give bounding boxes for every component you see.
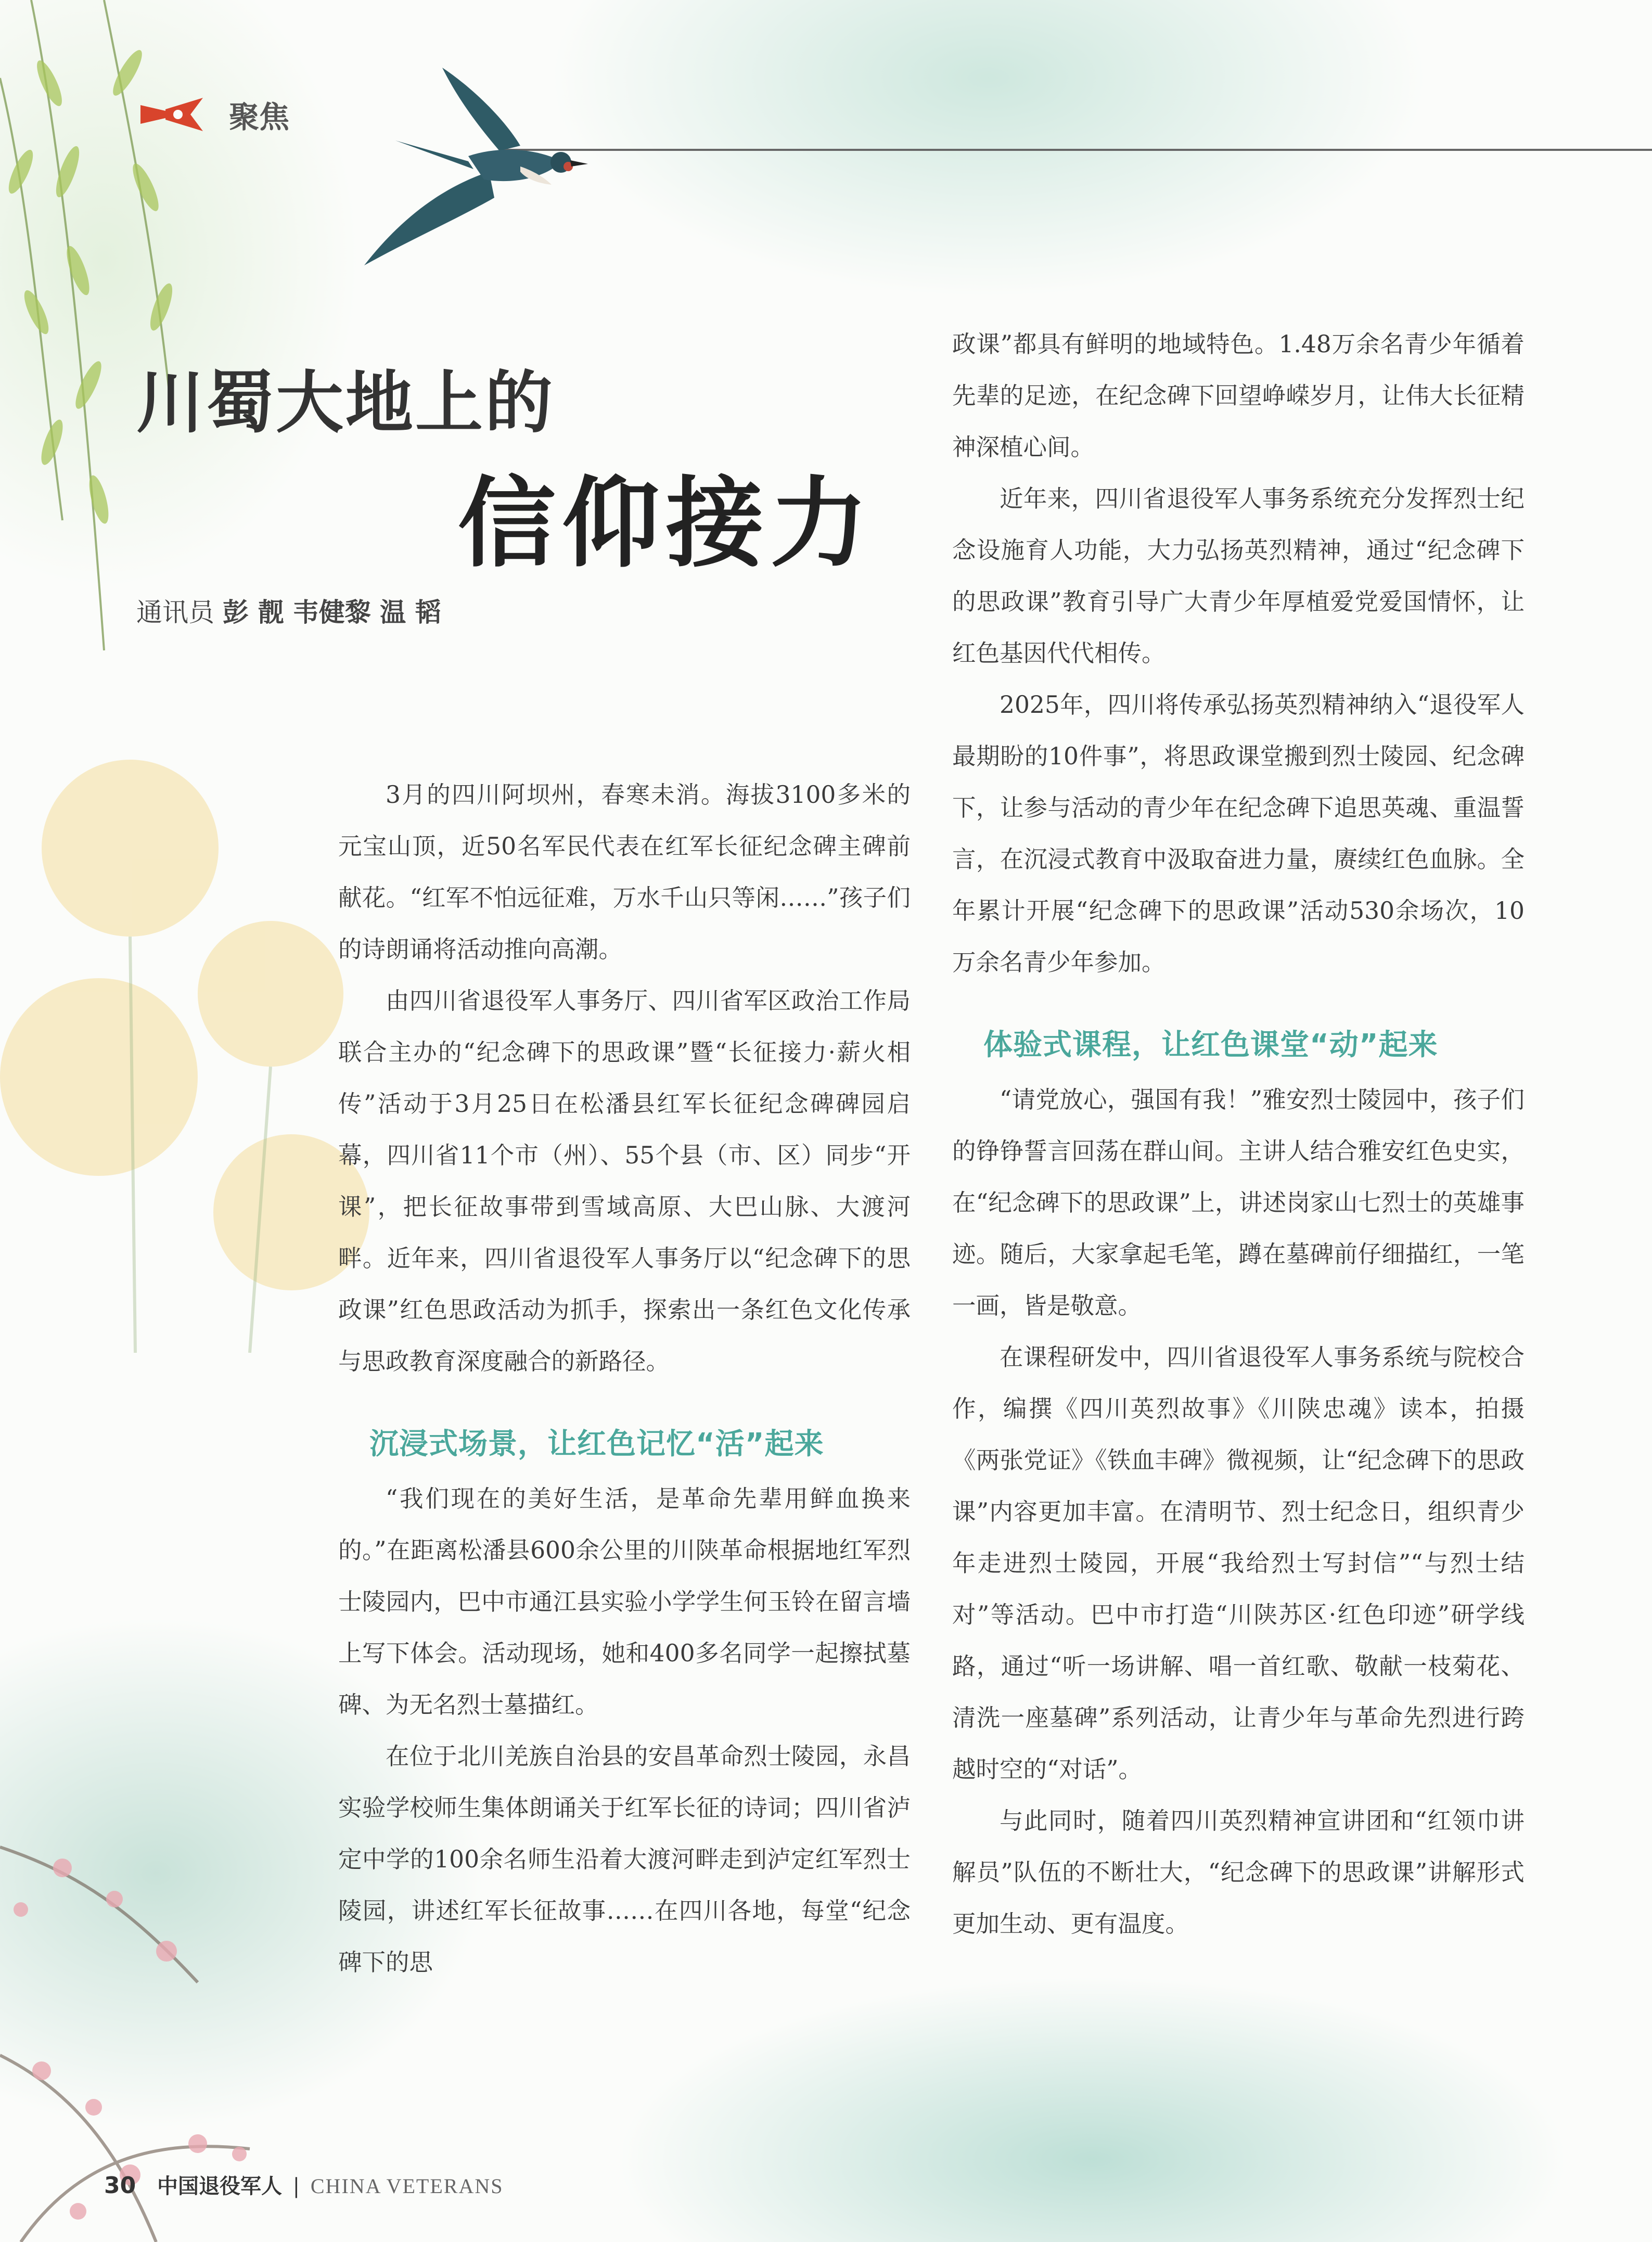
swallow-icon bbox=[364, 68, 588, 265]
section-label: 聚焦 bbox=[229, 99, 290, 135]
section-heading: 沉浸式场景，让红色记忆“活”起来 bbox=[369, 1427, 824, 1461]
article-title-line2: 信仰接力 bbox=[458, 466, 874, 581]
footer-separator: | bbox=[292, 2174, 300, 2198]
blossom-decoration bbox=[0, 1691, 338, 2242]
page-footer bbox=[104, 2170, 504, 2199]
publication-name-cn: 中国退役军人 bbox=[157, 2174, 282, 2198]
paragraph: 3月的四川阿坝州，春寒未消。海拔3100多米的元宝山顶，近50名军民代表在红军长征纪念碑主碑前献花。“红军不怕远征难，万水千山只等闲……”孩子们的诗朗诵将活动推向高潮。 bbox=[338, 781, 911, 963]
article-title-line1: 川蜀大地上的 bbox=[136, 363, 555, 442]
page-number: 30 bbox=[104, 2172, 136, 2199]
article-column-2 bbox=[952, 318, 1525, 1950]
paragraph: 近年来，四川省退役军人事务系统充分发挥烈士纪念设施育人功能，大力弘扬英烈精神，通过“纪念碑下的思政课”教育引导广大青少年厚植爱党爱国情怀，让红色基因代代相传。 bbox=[952, 485, 1525, 667]
chrysanthemum-decoration bbox=[0, 702, 395, 1353]
paragraph: 在课程研发中，四川省退役军人事务系统与院校合作，编撰《四川英烈故事》《川陕忠魂》读本，拍摄《两张党证》《铁血丰碑》微视频，让“纪念碑下的思政课”内容更加丰富。在清明节、烈士纪念日，组织青少年走进烈士陵园，开展“我给烈士写封信”“与烈士结对”等活动。巴中市打造“川陕苏区·红色印迹”研学线路，通过“听一场讲解、唱一首红歌、敬献一枝菊花、清洗一座墓碑”系列活动，让青少年与革命先烈进行跨越时空的“对话”。 bbox=[952, 1343, 1525, 1783]
publication-name-en: CHINA VETERANS bbox=[310, 2174, 504, 2198]
section-logo-icon bbox=[140, 94, 203, 135]
byline-names: 彭 靓 韦健黎 温 韬 bbox=[222, 597, 441, 627]
paragraph: 政课”都具有鲜明的地域特色。1.48万余名青少年循着先辈的足迹，在纪念碑下回望峥嵘岁月，让伟大长征精神深植心间。 bbox=[952, 330, 1525, 461]
paragraph: 2025年，四川将传承弘扬英烈精神纳入“退役军人最期盼的10件事”，将思政课堂搬到烈士陵园、纪念碑下，让参与活动的青少年在纪念碑下追思英魂、重温誓言，在沉浸式教育中汲取奋进力量，赓续红色血脉。全年累计开展“纪念碑下的思政课”活动530余场次，10万余名青少年参加。 bbox=[952, 691, 1525, 976]
header-rule bbox=[500, 149, 1652, 151]
paragraph: 与此同时，随着四川英烈精神宣讲团和“红领巾讲解员”队伍的不断壮大，“纪念碑下的思政课”讲解形式更加生动、更有温度。 bbox=[952, 1807, 1525, 1938]
paragraph: 由四川省退役军人事务厅、四川省军区政治工作局联合主办的“纪念碑下的思政课”暨“长征接力·薪火相传”活动于3月25日在松潘县红军长征纪念碑碑园启幕，四川省11个市（州）、55个县（市、区）同步“开课”，把长征故事带到雪域高原、大巴山脉、大渡河畔。近年来，四川省退役军人事务厅以“纪念碑下的思政课”红色思政活动为抓手，探索出一条红色文化传承与思政教育深度融合的新路径。 bbox=[338, 987, 911, 1375]
paragraph: 在位于北川羌族自治县的安昌革命烈士陵园，永昌实验学校师生集体朗诵关于红军长征的诗词；四川省泸定中学的100余名师生沿着大渡河畔走到泸定红军烈士陵园，讲述红军长征故事……在四川各地，每堂“纪念碑下的思 bbox=[338, 1743, 911, 1976]
byline-prefix: 通讯员 bbox=[136, 597, 214, 627]
section-heading: 体验式课程，让红色课堂“动”起来 bbox=[983, 1028, 1438, 1062]
paragraph: “我们现在的美好生活，是革命先辈用鲜血换来的。”在距离松潘县600余公里的川陕革命根据地红军烈士陵园内，巴中市通江县实验小学学生何玉铃在留言墙上写下体会。活动现场，她和400多名同学一起擦拭墓碑、为无名烈士墓描红。 bbox=[338, 1485, 911, 1719]
article-column-1 bbox=[338, 769, 911, 1988]
paragraph: “请党放心，强国有我！”雅安烈士陵园中，孩子们的铮铮誓言回荡在群山间。主讲人结合雅安红色史实，在“纪念碑下的思政课”上，讲述岗家山七烈士的英雄事迹。随后，大家拿起毛笔，蹲在墓碑前仔细描红，一笔一画，皆是敬意。 bbox=[952, 1086, 1525, 1319]
byline bbox=[136, 592, 441, 629]
